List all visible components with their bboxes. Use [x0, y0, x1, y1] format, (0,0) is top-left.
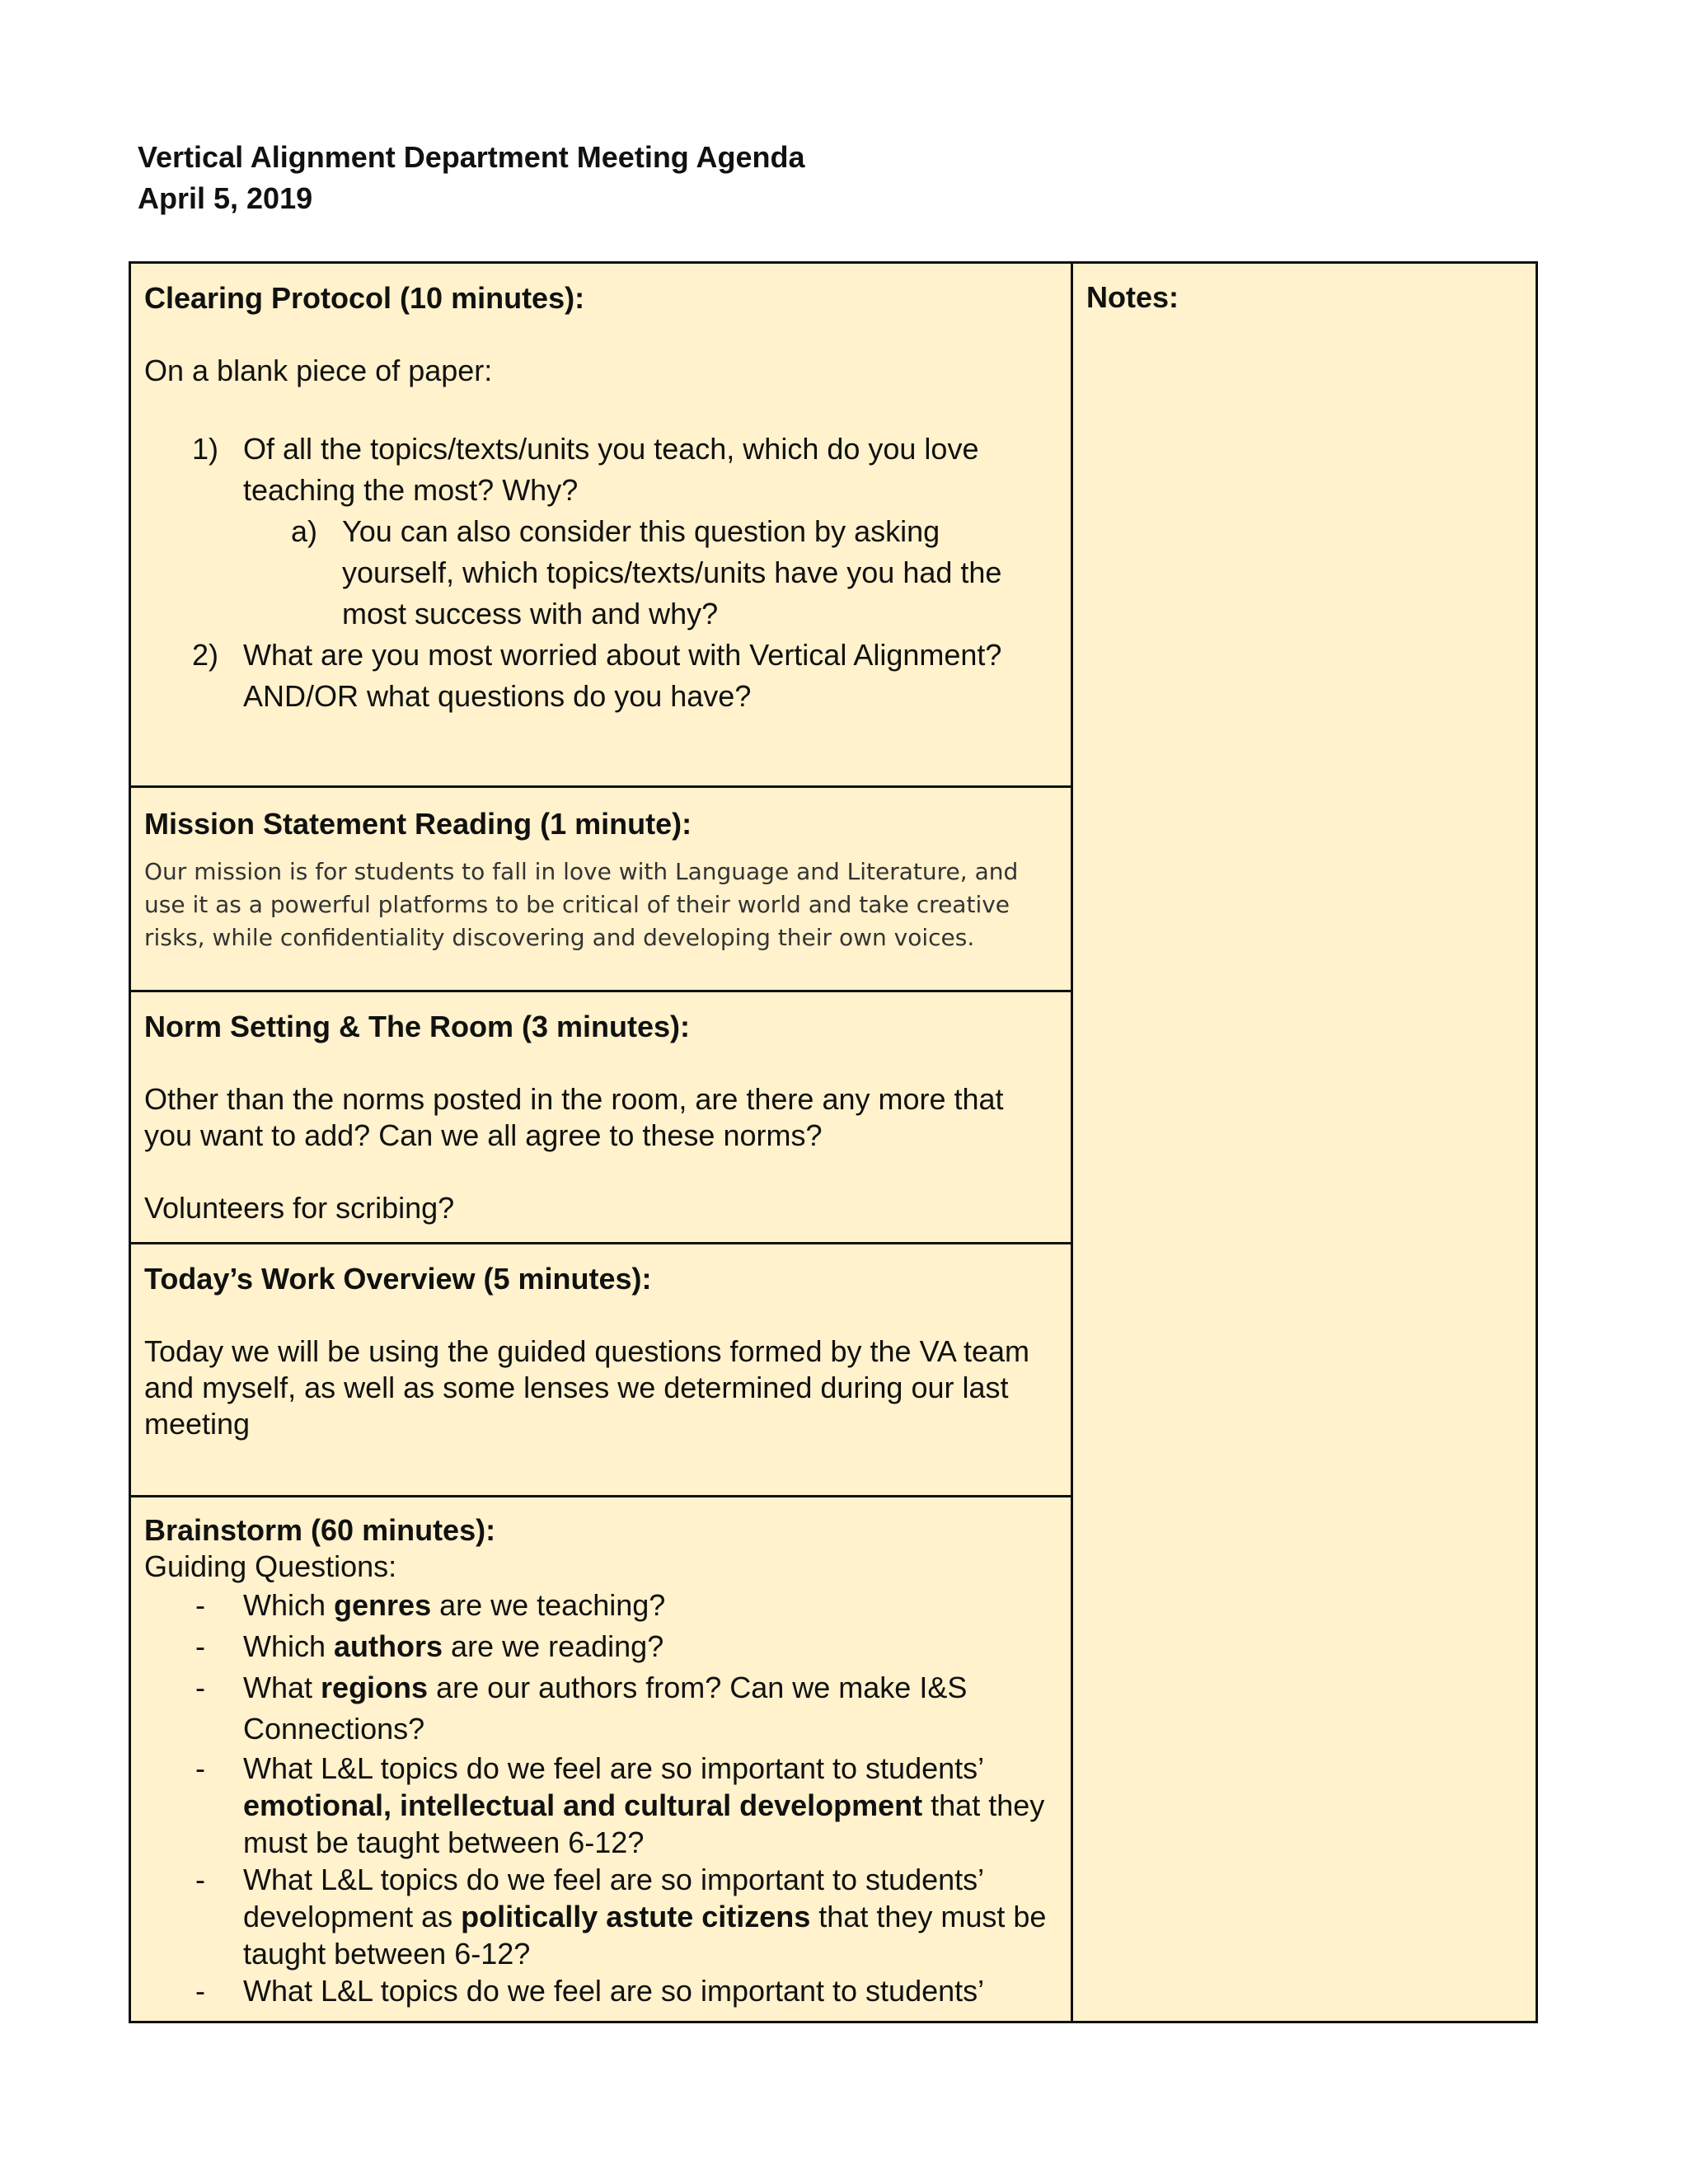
- agenda-column: [131, 264, 1073, 2021]
- work-overview-heading: Today’s Work Overview (5 minutes):: [144, 1262, 652, 1296]
- guiding-question-list: [144, 1585, 1057, 2009]
- list-item: [144, 1861, 1057, 1972]
- list-marker: 1): [192, 432, 219, 466]
- list-item: [144, 1626, 1057, 1667]
- list-marker: -: [195, 1863, 205, 1896]
- mission-statement-text: Our mission is for students to fall in love with Language and Literature, and use it as a powerful platforms to be critical of their world and take creative risks, while confidentiality discovering and developing their own voices.: [144, 858, 1019, 951]
- scribe-volunteer-text: Volunteers for scribing?: [144, 1191, 455, 1225]
- list-item: [144, 1972, 1057, 2009]
- clearing-intro-text: On a blank piece of paper:: [144, 354, 493, 387]
- list-item-emphasis: genres: [334, 1588, 432, 1622]
- list-item-emphasis: politically astute citizens: [461, 1900, 811, 1933]
- clearing-question-list: [144, 429, 1057, 511]
- list-item: [144, 429, 1057, 511]
- document-title: Vertical Alignment Department Meeting Agenda: [138, 140, 805, 174]
- list-item-text: You can also consider this question by asking yourself, which topics/texts/units have you had the most success with and why?: [342, 514, 1002, 630]
- list-marker: -: [195, 1629, 205, 1663]
- norm-setting-heading: Norm Setting & The Room (3 minutes):: [144, 1010, 691, 1043]
- list-item-text: are we reading?: [443, 1629, 664, 1663]
- list-item-text: are our authors from? Can we make I&S Connections?: [243, 1671, 968, 1746]
- list-marker: a): [291, 514, 318, 548]
- norm-setting-text: Other than the norms posted in the room, are there any more that you want to add? Can we all agree to these norms?: [144, 1082, 1004, 1152]
- list-marker: -: [195, 1671, 205, 1704]
- document-date: April 5, 2019: [138, 181, 313, 215]
- list-marker: 2): [192, 638, 219, 672]
- list-item-text: What L&L topics do we feel are so important to students’ development as: [243, 1863, 983, 1933]
- clearing-question-list-2: [144, 635, 1057, 717]
- list-item-emphasis: regions: [321, 1671, 429, 1704]
- list-marker: -: [195, 1974, 205, 2008]
- clearing-protocol-section: [131, 264, 1071, 788]
- list-item-text: Of all the topics/texts/units you teach, which do you love teaching the most? Why?: [243, 432, 979, 507]
- list-item-emphasis: emotional, intellectual and cultural development: [243, 1788, 923, 1822]
- list-item-text: What are you most worried about with Vertical Alignment? AND/OR what questions do you have?: [243, 638, 1002, 713]
- clearing-protocol-heading: Clearing Protocol (10 minutes):: [144, 281, 585, 315]
- brainstorm-section: [131, 1497, 1071, 2021]
- mission-statement-heading: Mission Statement Reading (1 minute):: [144, 807, 692, 841]
- list-item-emphasis: authors: [334, 1629, 443, 1663]
- list-item: [144, 1750, 1057, 1861]
- list-item-text: that they must be taught between 6-12?: [243, 1900, 1047, 1971]
- list-item-text: What L&L topics do we feel are so important to students’: [243, 1974, 985, 2008]
- list-item-text: that they must be taught between 6-12?: [243, 1788, 1045, 1859]
- list-marker: -: [195, 1751, 205, 1785]
- list-marker: -: [195, 1588, 205, 1622]
- list-item-text: What: [243, 1671, 321, 1704]
- list-item-text: are we teaching?: [431, 1588, 666, 1622]
- clearing-sub-question-list: [144, 511, 1057, 635]
- agenda-table: [129, 261, 1538, 2023]
- list-item-text: Which: [243, 1588, 335, 1622]
- brainstorm-heading: Brainstorm (60 minutes):: [144, 1513, 496, 1547]
- list-item: [144, 1667, 1057, 1750]
- guiding-questions-label: Guiding Questions:: [144, 1549, 397, 1583]
- work-overview-text: Today we will be using the guided questions formed by the VA team and myself, as well as some lenses we determined during our last meeting: [144, 1334, 1029, 1441]
- list-item: [144, 511, 1057, 635]
- work-overview-section: [131, 1244, 1071, 1497]
- list-item-text: Which: [243, 1629, 335, 1663]
- mission-statement-section: [131, 788, 1071, 992]
- norm-setting-section: [131, 992, 1071, 1244]
- document-header: [138, 137, 804, 219]
- notes-column: [1073, 264, 1536, 2021]
- list-item-text: What L&L topics do we feel are so important to students’: [243, 1751, 983, 1785]
- notes-heading: Notes:: [1086, 280, 1179, 314]
- list-item: [144, 1585, 1057, 1626]
- list-item: [144, 635, 1057, 717]
